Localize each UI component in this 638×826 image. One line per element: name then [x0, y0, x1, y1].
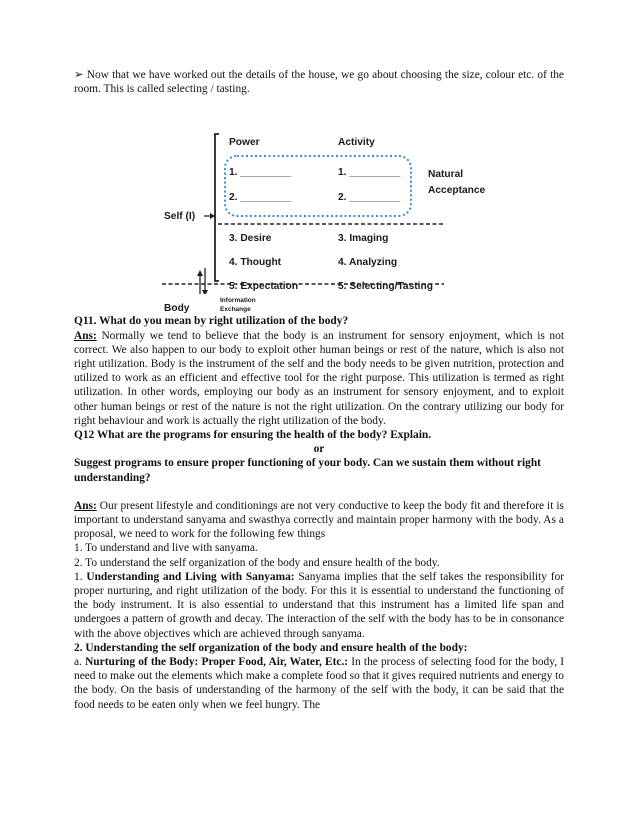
desire-label: 3. Desire: [229, 233, 272, 245]
q11-answer-text: Normally we tend to believe that the body is an instrument for sensory enjoyment, which is not correct. We also happen to our body to exploit other human beings or rest of the nature, which is also not right utilization. Body is the instrument of the self and the body needs to be given nutrition, protection and utilized to work as an efficient and effective tool for the right purpose. This utilization is termed as right utilization. In other words, employing our body as an instrument for sensory enjoyment, and to exploit other human beings or rest of the nature is not the right utilization. On the contrary utilizing our body for right behaviour and work is actually the right utilization of the body.: [74, 329, 564, 427]
power-item-1: 1. _________: [229, 167, 292, 179]
point-1: 1. Understanding and Living with Sanyama: Sanyama implies that the self takes the responsibility for proper nurturing, and right utilization of the body. For this it is essential to understand the functioning of the body instrument. It is also essential to understand that this instrument has a limited life span and undergoes a pattern of growth and decay. The interaction of the self with the body has to be in consonance with the above objectives which are achieved through sanyama.: [74, 570, 565, 640]
self-body-diagram: [74, 98, 564, 315]
info-exchange-line2: Exchange: [220, 306, 251, 314]
point-a-text: In the process of selecting food for the body, I need to make out the elements which make a complete food so that it gives required nutrients and energy to the body. On the basis of understanding of the harmony of the self with the body, it can be said that the food needs to be eaten only when we feel hungry. The: [74, 656, 564, 711]
power-label: Power: [229, 137, 260, 149]
q11-answer: [74, 329, 564, 428]
acceptance-label: Acceptance: [428, 185, 486, 197]
thought-label: 4. Thought: [229, 257, 282, 269]
point-a: a. Nurturing of the Body: Proper Food, Air, Water, Etc.: In the process of selecting food for the body, I need to make out the elements which make a complete food so that it gives required nutrients and energy to the body. On the basis of understanding of the harmony of the self with the body, it can be said that the food needs to be eaten only when we feel hungry. The: [74, 656, 564, 711]
expectation-label: 5. Expectation: [229, 281, 299, 293]
natural-acceptance-box: [225, 156, 411, 216]
point-1-heading: Understanding and Living with Sanyama:: [86, 570, 295, 583]
q11-question: Q11. What do you mean by right utilization of the body?: [74, 315, 349, 328]
activity-item-1: 1. _________: [338, 167, 401, 179]
self-label: Self (I): [164, 211, 196, 223]
diagram-lines: [74, 98, 564, 294]
imaging-label: 3. Imaging: [338, 233, 389, 245]
q12-answer-text: Our present lifestyle and conditionings are not very conductive to keep the body fit and therefore it is important to understand sanyama and swasthya correctly and maintain proper harmony with the body. As a proposal, we need to work for the following few things: [74, 499, 564, 541]
activity-item-2: 2. _________: [338, 192, 401, 204]
activity-label: Activity: [338, 137, 375, 149]
q12-answer: [74, 499, 564, 542]
selecting-label: 5. Selecting/Tasting: [338, 281, 433, 293]
natural-label: Natural: [428, 169, 464, 181]
intro-paragraph: ➢ Now that we have worked out the details of the house, we go about choosing the size, colour etc. of the room. This is called selecting / tasting.: [74, 69, 564, 96]
q11-ans-label: Ans:: [74, 329, 97, 342]
q12-or: or: [313, 443, 325, 456]
analyzing-label: 4. Analyzing: [338, 257, 398, 269]
list-item: 2. To understand the self organization of the body and ensure health of the body.: [74, 556, 440, 569]
q12-question-alt: Suggest programs to ensure proper functioning of your body. Can we sustain them without right understanding?: [74, 457, 541, 484]
point-2-heading: 2. Understanding the self organization of the body and ensure health of the body:: [74, 641, 468, 654]
q12-question: Q12 What are the programs for ensuring the health of the body? Explain.: [74, 429, 432, 442]
power-item-2: 2. _________: [229, 192, 292, 204]
document-page: [74, 68, 564, 712]
q12-ans-label: Ans:: [74, 499, 97, 512]
self-bracket: [215, 134, 219, 281]
program-list: [74, 541, 564, 569]
point-a-heading: Nurturing of the Body: Proper Food, Air, Water, Etc.:: [85, 656, 349, 669]
point-1-text: Sanyama implies that the self takes the responsibility for proper nurturing, and right utilization of the body. For this it is essential to understand the functioning of the body instrument. It is also essential to understand that this instrument has a limited life span and undergoes a pattern of growth and decay. The interaction of the self with the body has to be in consonance with the above objectives which are achieved through sanyama.: [74, 570, 565, 640]
info-exchange-line1: Information: [220, 297, 256, 305]
list-item: 1. To understand and live with sanyama.: [74, 542, 258, 555]
body-label: Body: [164, 303, 190, 315]
